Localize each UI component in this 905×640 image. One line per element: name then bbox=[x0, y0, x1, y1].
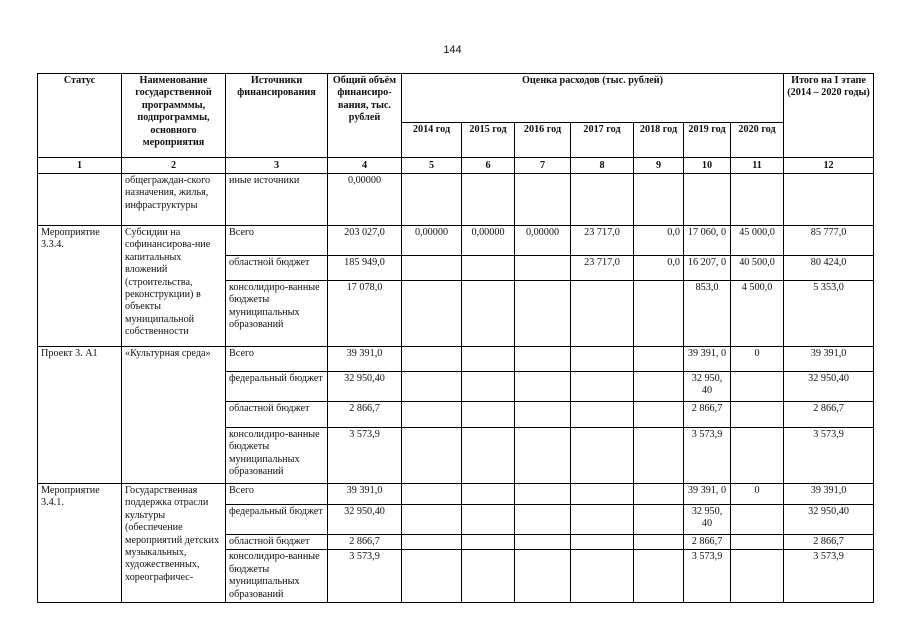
year-cell-2018: 0,0 bbox=[634, 256, 684, 281]
year-cell-2019: 32 950, 40 bbox=[684, 505, 731, 535]
col-num: 1 bbox=[38, 158, 122, 174]
total-cell: 39 391,0 bbox=[328, 484, 402, 505]
year-cell-2014 bbox=[402, 484, 462, 505]
year-cell-2018 bbox=[634, 402, 684, 428]
year-cell-2018 bbox=[634, 505, 684, 535]
table-row bbox=[38, 226, 874, 256]
source-cell: областной бюджет bbox=[226, 256, 328, 281]
total-cell: 39 391,0 bbox=[328, 347, 402, 372]
source-cell: федеральный бюджет bbox=[226, 505, 328, 535]
source-cell: областной бюджет bbox=[226, 535, 328, 550]
table-row bbox=[38, 484, 874, 505]
year-cell-2019: 39 391, 0 bbox=[684, 347, 731, 372]
source-cell: консолидиро-ванные бюджеты муниципальных образований bbox=[226, 281, 328, 347]
itog-cell: 3 573,9 bbox=[784, 428, 874, 484]
year-cell-2016: 0,00000 bbox=[515, 226, 571, 256]
year-cell-2019: 39 391, 0 bbox=[684, 484, 731, 505]
year-cell-2016 bbox=[515, 281, 571, 347]
header-year-2019: 2019 год bbox=[684, 123, 731, 158]
year-cell-2020 bbox=[731, 402, 784, 428]
year-cell-2017 bbox=[571, 550, 634, 603]
col-num: 9 bbox=[634, 158, 684, 174]
column-number-row bbox=[38, 158, 874, 174]
itog-cell: 39 391,0 bbox=[784, 347, 874, 372]
year-cell-2014 bbox=[402, 402, 462, 428]
year-cell-2018 bbox=[634, 550, 684, 603]
itog-cell: 3 573,9 bbox=[784, 550, 874, 603]
header-year-2014: 2014 год bbox=[402, 123, 462, 158]
year-cell-2018 bbox=[634, 428, 684, 484]
year-cell-2016 bbox=[515, 535, 571, 550]
year-cell-2017 bbox=[571, 174, 634, 226]
year-cell-2014 bbox=[402, 347, 462, 372]
itog-cell bbox=[784, 174, 874, 226]
year-cell-2015: 0,00000 bbox=[462, 226, 515, 256]
header-year-2015: 2015 год bbox=[462, 123, 515, 158]
itog-cell: 80 424,0 bbox=[784, 256, 874, 281]
year-cell-2016 bbox=[515, 402, 571, 428]
budget-body bbox=[38, 174, 874, 603]
source-cell: Всего bbox=[226, 226, 328, 256]
source-cell: консолидиро-ванные бюджеты муниципальных образований bbox=[226, 550, 328, 603]
itog-cell: 85 777,0 bbox=[784, 226, 874, 256]
source-cell: Всего bbox=[226, 484, 328, 505]
year-cell-2014 bbox=[402, 174, 462, 226]
year-cell-2018 bbox=[634, 484, 684, 505]
status-cell: Мероприятие 3.3.4. bbox=[38, 226, 122, 347]
year-cell-2014 bbox=[402, 550, 462, 603]
year-cell-2020: 40 500,0 bbox=[731, 256, 784, 281]
year-cell-2014 bbox=[402, 505, 462, 535]
total-cell: 0,00000 bbox=[328, 174, 402, 226]
source-cell: областной бюджет bbox=[226, 402, 328, 428]
budget-table bbox=[37, 73, 874, 603]
year-cell-2019: 32 950, 40 bbox=[684, 372, 731, 402]
page-number: 144 bbox=[443, 44, 462, 56]
source-cell: федеральный бюджет bbox=[226, 372, 328, 402]
year-cell-2015 bbox=[462, 505, 515, 535]
year-cell-2014 bbox=[402, 281, 462, 347]
year-cell-2018: 0,0 bbox=[634, 226, 684, 256]
year-cell-2016 bbox=[515, 484, 571, 505]
year-cell-2020 bbox=[731, 550, 784, 603]
year-cell-2015 bbox=[462, 535, 515, 550]
year-cell-2017: 23 717,0 bbox=[571, 226, 634, 256]
col-num: 3 bbox=[226, 158, 328, 174]
total-cell: 185 949,0 bbox=[328, 256, 402, 281]
table-row bbox=[38, 347, 874, 372]
year-cell-2017 bbox=[571, 281, 634, 347]
year-cell-2017: 23 717,0 bbox=[571, 256, 634, 281]
year-cell-2014 bbox=[402, 535, 462, 550]
year-cell-2015 bbox=[462, 174, 515, 226]
year-cell-2014 bbox=[402, 428, 462, 484]
year-cell-2015 bbox=[462, 281, 515, 347]
year-cell-2018 bbox=[634, 372, 684, 402]
source-cell: иные источники bbox=[226, 174, 328, 226]
year-cell-2019: 853,0 bbox=[684, 281, 731, 347]
year-cell-2015 bbox=[462, 550, 515, 603]
total-cell: 32 950,40 bbox=[328, 505, 402, 535]
col-num: 4 bbox=[328, 158, 402, 174]
col-num: 2 bbox=[122, 158, 226, 174]
header-name: Наименование государственной программмы, подпрограммы, основного мероприятия bbox=[122, 74, 226, 158]
name-cell: Субсидии на софинансирова-ние капитальных вложений (строительства, реконструкции) в объекты муниципальной собственности bbox=[122, 226, 226, 347]
total-cell: 17 078,0 bbox=[328, 281, 402, 347]
itog-cell: 39 391,0 bbox=[784, 484, 874, 505]
year-cell-2017 bbox=[571, 484, 634, 505]
itog-cell: 2 866,7 bbox=[784, 402, 874, 428]
year-cell-2020: 45 000,0 bbox=[731, 226, 784, 256]
year-cell-2017 bbox=[571, 505, 634, 535]
year-cell-2016 bbox=[515, 256, 571, 281]
year-cell-2020: 0 bbox=[731, 347, 784, 372]
col-num: 11 bbox=[731, 158, 784, 174]
year-cell-2019: 16 207, 0 bbox=[684, 256, 731, 281]
status-cell bbox=[38, 174, 122, 226]
col-num: 8 bbox=[571, 158, 634, 174]
header-year-2017: 2017 год bbox=[571, 123, 634, 158]
year-cell-2014 bbox=[402, 256, 462, 281]
year-cell-2017 bbox=[571, 428, 634, 484]
year-cell-2016 bbox=[515, 428, 571, 484]
year-cell-2020 bbox=[731, 428, 784, 484]
year-cell-2020 bbox=[731, 505, 784, 535]
status-cell: Мероприятие 3.4.1. bbox=[38, 484, 122, 603]
name-cell: «Культурная среда» bbox=[122, 347, 226, 484]
year-cell-2015 bbox=[462, 347, 515, 372]
total-cell: 3 573,9 bbox=[328, 550, 402, 603]
col-num: 7 bbox=[515, 158, 571, 174]
year-cell-2016 bbox=[515, 550, 571, 603]
year-cell-2017 bbox=[571, 402, 634, 428]
status-cell: Проект 3. А1 bbox=[38, 347, 122, 484]
year-cell-2016 bbox=[515, 372, 571, 402]
year-cell-2015 bbox=[462, 402, 515, 428]
header-year-2020: 2020 год bbox=[731, 123, 784, 158]
table-row bbox=[38, 174, 874, 226]
year-cell-2016 bbox=[515, 505, 571, 535]
header-summary: Итого на I этапе (2014 – 2020 годы) bbox=[784, 74, 874, 158]
year-cell-2020 bbox=[731, 372, 784, 402]
total-cell: 3 573,9 bbox=[328, 428, 402, 484]
year-cell-2015 bbox=[462, 372, 515, 402]
year-cell-2020 bbox=[731, 174, 784, 226]
source-cell: Всего bbox=[226, 347, 328, 372]
year-cell-2020 bbox=[731, 535, 784, 550]
itog-cell: 5 353,0 bbox=[784, 281, 874, 347]
name-cell: Государственная поддержка отрасли культуры (обеспечение мероприятий детских музыкальных, художественных, хореографичес- bbox=[122, 484, 226, 603]
year-cell-2019: 3 573,9 bbox=[684, 428, 731, 484]
col-num: 10 bbox=[684, 158, 731, 174]
col-num: 6 bbox=[462, 158, 515, 174]
col-num: 12 bbox=[784, 158, 874, 174]
year-cell-2019: 17 060, 0 bbox=[684, 226, 731, 256]
year-cell-2016 bbox=[515, 174, 571, 226]
year-cell-2020: 4 500,0 bbox=[731, 281, 784, 347]
header-total: Общий объём финансиро-вания, тыс. рублей bbox=[328, 74, 402, 158]
header-year-2018: 2018 год bbox=[634, 123, 684, 158]
header-sources: Источники финансирования bbox=[226, 74, 328, 158]
year-cell-2015 bbox=[462, 484, 515, 505]
itog-cell: 32 950,40 bbox=[784, 505, 874, 535]
year-cell-2017 bbox=[571, 535, 634, 550]
year-cell-2014 bbox=[402, 372, 462, 402]
year-cell-2014: 0,00000 bbox=[402, 226, 462, 256]
total-cell: 32 950,40 bbox=[328, 372, 402, 402]
total-cell: 2 866,7 bbox=[328, 402, 402, 428]
year-cell-2018 bbox=[634, 347, 684, 372]
name-cell: общеграждан-ского назначения, жилья, инфраструктуры bbox=[122, 174, 226, 226]
header-status: Статус bbox=[38, 74, 122, 158]
year-cell-2017 bbox=[571, 347, 634, 372]
year-cell-2018 bbox=[634, 535, 684, 550]
year-cell-2015 bbox=[462, 428, 515, 484]
year-cell-2018 bbox=[634, 174, 684, 226]
year-cell-2019: 2 866,7 bbox=[684, 402, 731, 428]
itog-cell: 32 950,40 bbox=[784, 372, 874, 402]
source-cell: консолидиро-ванные бюджеты муниципальных образований bbox=[226, 428, 328, 484]
header-estimate: Оценка расходов (тыс. рублей) bbox=[402, 74, 784, 123]
year-cell-2020: 0 bbox=[731, 484, 784, 505]
itog-cell: 2 866,7 bbox=[784, 535, 874, 550]
year-cell-2017 bbox=[571, 372, 634, 402]
year-cell-2016 bbox=[515, 347, 571, 372]
year-cell-2019 bbox=[684, 174, 731, 226]
year-cell-2019: 3 573,9 bbox=[684, 550, 731, 603]
col-num: 5 bbox=[402, 158, 462, 174]
year-cell-2018 bbox=[634, 281, 684, 347]
year-cell-2015 bbox=[462, 256, 515, 281]
total-cell: 203 027,0 bbox=[328, 226, 402, 256]
header-year-2016: 2016 год bbox=[515, 123, 571, 158]
total-cell: 2 866,7 bbox=[328, 535, 402, 550]
year-cell-2019: 2 866,7 bbox=[684, 535, 731, 550]
